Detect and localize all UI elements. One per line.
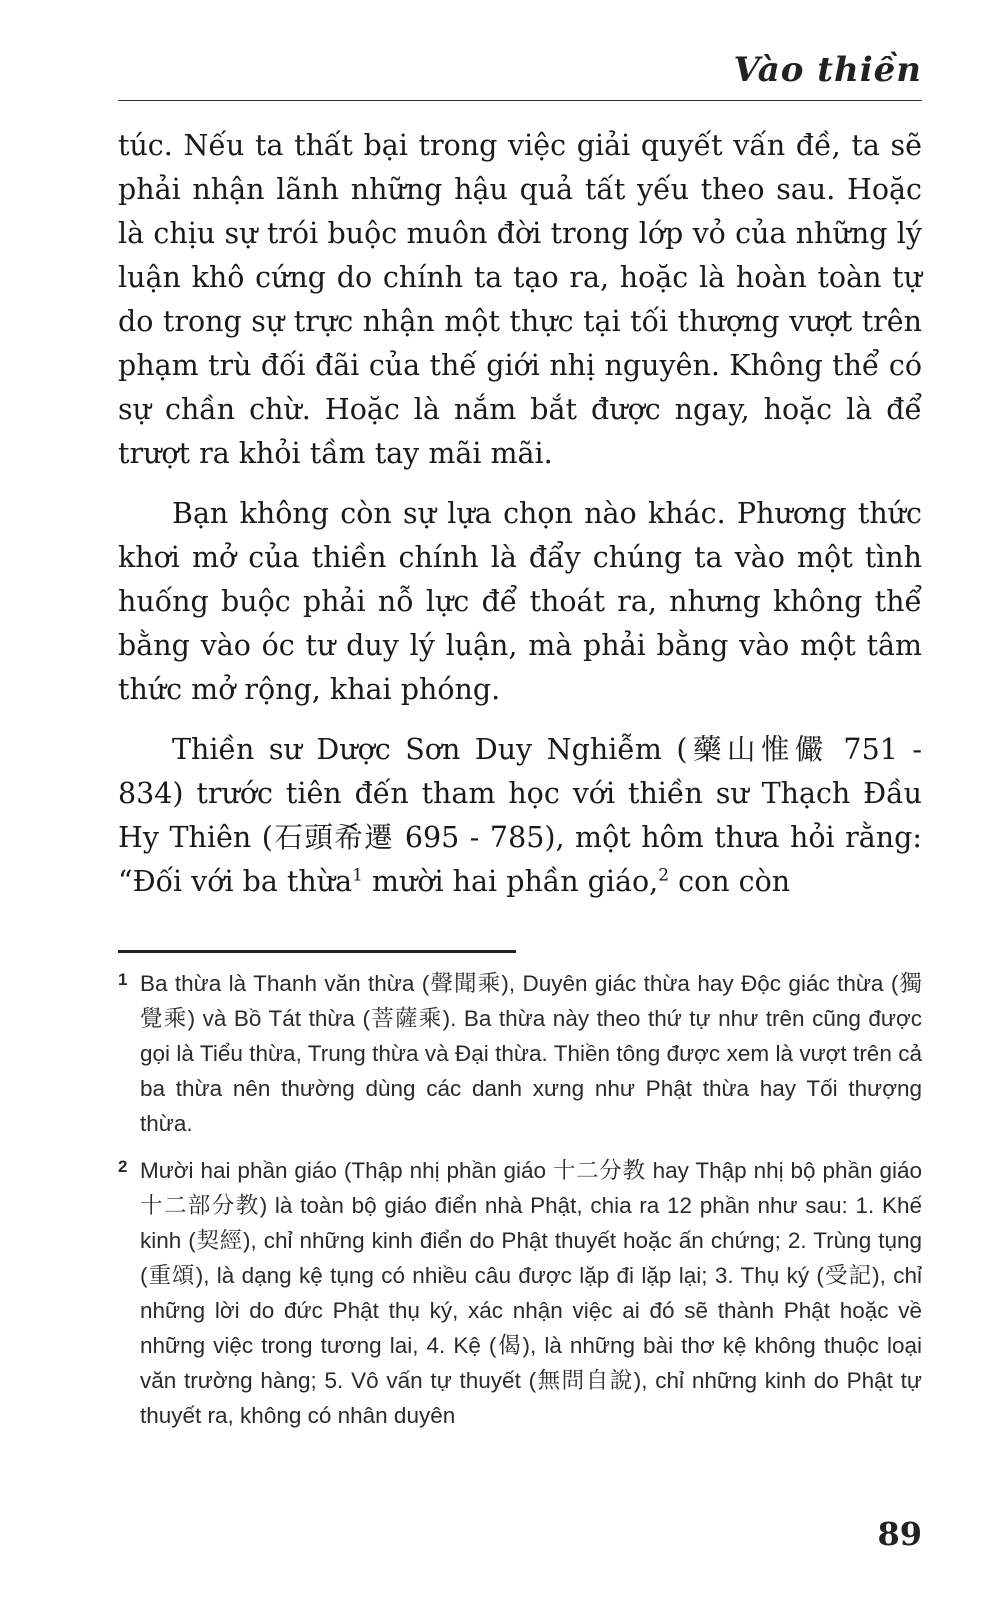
- paragraph-3-part-a: Thiền sư Dược Sơn Duy Nghiễm (藥山惟儼 751 - 834) trước tiên đến tham học với thiền sư Thạch Đầu Hy Thiên (石頭希遷 695 - 785), một hôm thưa hỏi rằng: “Đối với ba thừa: [118, 733, 922, 898]
- footnote-1: [118, 966, 922, 1141]
- paragraph-1: túc. Nếu ta thất bại trong việc giải quyết vấn đề, ta sẽ phải nhận lãnh những hậu quả tất yếu theo sau. Hoặc là chịu sự trói buộc muôn đời trong lớp vỏ của những lý luận khô cứng do chính ta tạo ra, hoặc là hoàn toàn tự do trong sự trực nhận một thực tại tối thượng vượt trên phạm trù đối đãi của thế giới nhị nguyên. Không thể có sự chần chừ. Hoặc là nắm bắt được ngay, hoặc là để trượt ra khỏi tầm tay mãi mãi.: [118, 129, 922, 470]
- footnote-2: [118, 1153, 922, 1433]
- footnote-text: Ba thừa là Thanh văn thừa (聲聞乘), Duyên giác thừa hay Độc giác thừa (獨覺乘) và Bồ Tát thừa (菩薩乘). Ba thừa này theo thứ tự như trên cũng được gọi là Tiểu thừa, Trung thừa và Đại thừa. Thiền tông được xem là vượt trên cả ba thừa nên thường dùng các danh xưng như Phật thừa hay Tối thượng thừa.: [140, 971, 922, 1136]
- footnote-number: 2: [118, 1157, 128, 1176]
- paragraph-2: Bạn không còn sự lựa chọn nào khác. Phương thức khơi mở của thiền chính là đẩy chúng ta vào một tình huống buộc phải nỗ lực để thoát ra, nhưng không thể bằng vào óc tư duy lý luận, mà phải bằng vào một tâm thức mở rộng, khai phóng.: [118, 497, 922, 706]
- paragraph-3-part-b: mười hai phần giáo,: [362, 865, 659, 898]
- header-rule: [118, 100, 922, 101]
- paragraph-3: [118, 728, 922, 904]
- footnote-ref-2[interactable]: 2: [658, 865, 670, 886]
- page-number: 89: [877, 1515, 922, 1553]
- footnote-text: Mười hai phần giáo (Thập nhị phần giáo 十二分教 hay Thập nhị bộ phần giáo 十二部分教) là toàn bộ giáo điển nhà Phật, chia ra 12 phần như sau: 1. Khế kinh (契經), chỉ những kinh điển do Phật thuyết hoặc ấn chứng; 2. Trùng tụng (重頌), là dạng kệ tụng có nhiều câu được lặp đi lặp lại; 3. Thụ ký (受記), chỉ những lời do đức Phật thụ ký, xác nhận việc ai đó sẽ thành Phật hoặc về những việc trong tương lai, 4. Kệ (偈), là những bài thơ kệ không thuộc loại văn trường hàng; 5. Vô vấn tự thuyết (無問自說), chỉ những kinh do Phật tự thuyết ra, không có nhân duyên: [140, 1158, 922, 1428]
- footnote-rule: [118, 950, 516, 953]
- footnote-ref-1[interactable]: 1: [352, 865, 363, 886]
- running-title: Vào thiền: [733, 50, 922, 90]
- footnotes: [118, 966, 922, 1445]
- paragraph-3-part-c: con còn: [669, 865, 791, 898]
- footnote-number: 1: [118, 970, 128, 989]
- body-text: [118, 124, 922, 920]
